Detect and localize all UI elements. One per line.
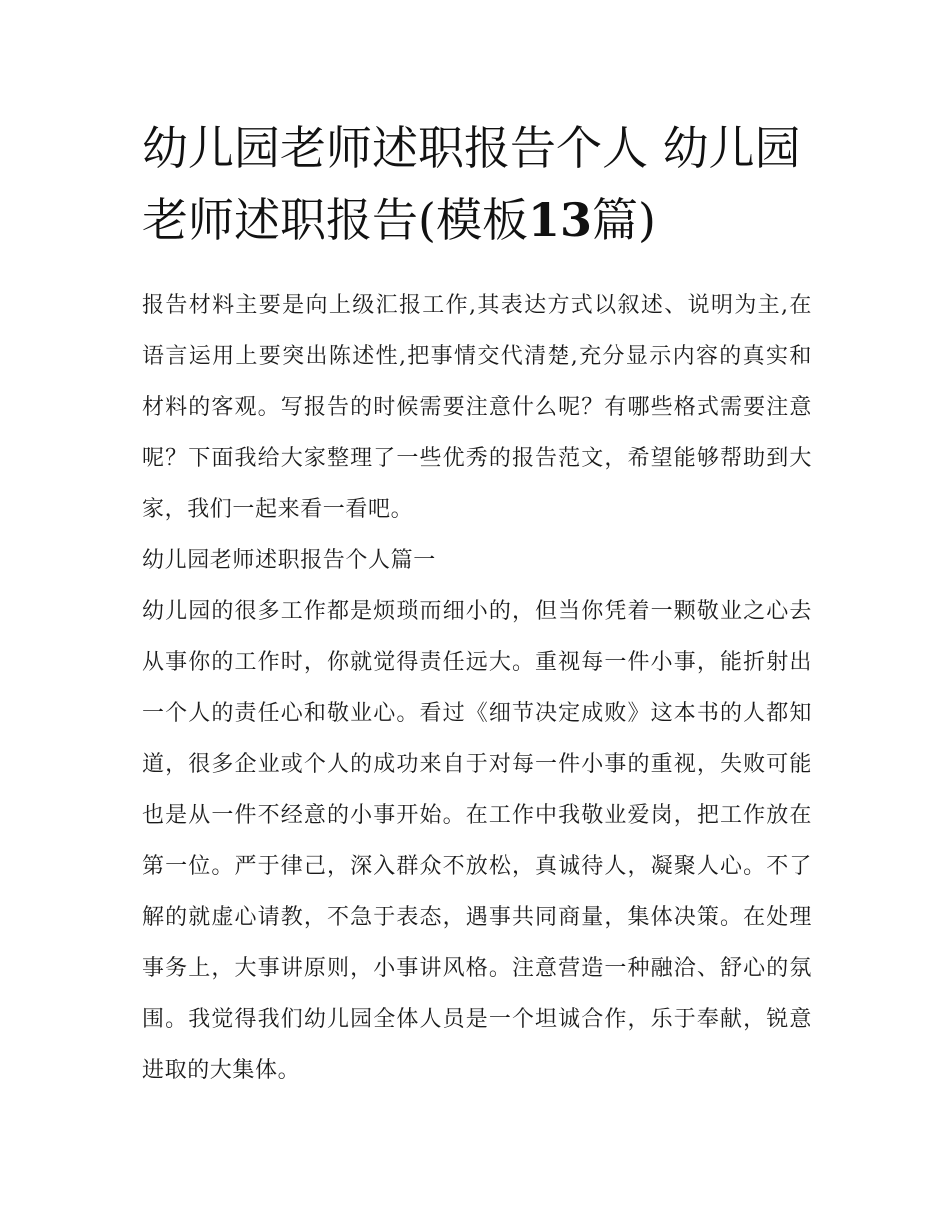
document-content — [142, 112, 812, 1096]
section-body-paragraph: 幼儿园的很多工作都是烦琐而细小的，但当你凭着一颗敬业之心去从事你的工作时，你就觉得责任远大。重视每一件小事，能折射出一个人的责任心和敬业心。看过《细节决定成败》这本书的人都知道，很多企业或个人的成功来自于对每一件小事的重视，失败可能也是从一件不经意的小事开始。在工作中我敬业爱岗，把工作放在第一位。严于律己，深入群众不放松，真诚待人，凝聚人心。不了解的就虚心请教，不急于表态，遇事共同商量，集体决策。在处理事务上，大事讲原则，小事讲风格。注意营造一种融洽、舒心的氛围。我觉得我们幼儿园全体人员是一个坦诚合作，乐于奉献，锐意进取的大集体。 — [142, 599, 812, 1083]
document-title-suffix: 篇) — [591, 193, 656, 247]
section-heading: 幼儿园老师述职报告个人篇一 — [142, 548, 436, 573]
document-title-number: 13 — [527, 193, 592, 247]
document-title-text: 幼儿园老师述职报告个人 幼儿园老师述职报告(模板 — [142, 121, 801, 247]
intro-paragraph: 报告材料主要是向上级汇报工作,其表达方式以叙述、说明为主,在语言运用上要突出陈述性,把事情交代清楚,充分显示内容的真实和材料的客观。写报告的时候需要注意什么呢？有哪些格式需要注意呢？下面我给大家整理了一些优秀的报告范文，希望能够帮助到大家，我们一起来看一看吧。 — [142, 293, 812, 522]
document-title — [142, 112, 812, 256]
